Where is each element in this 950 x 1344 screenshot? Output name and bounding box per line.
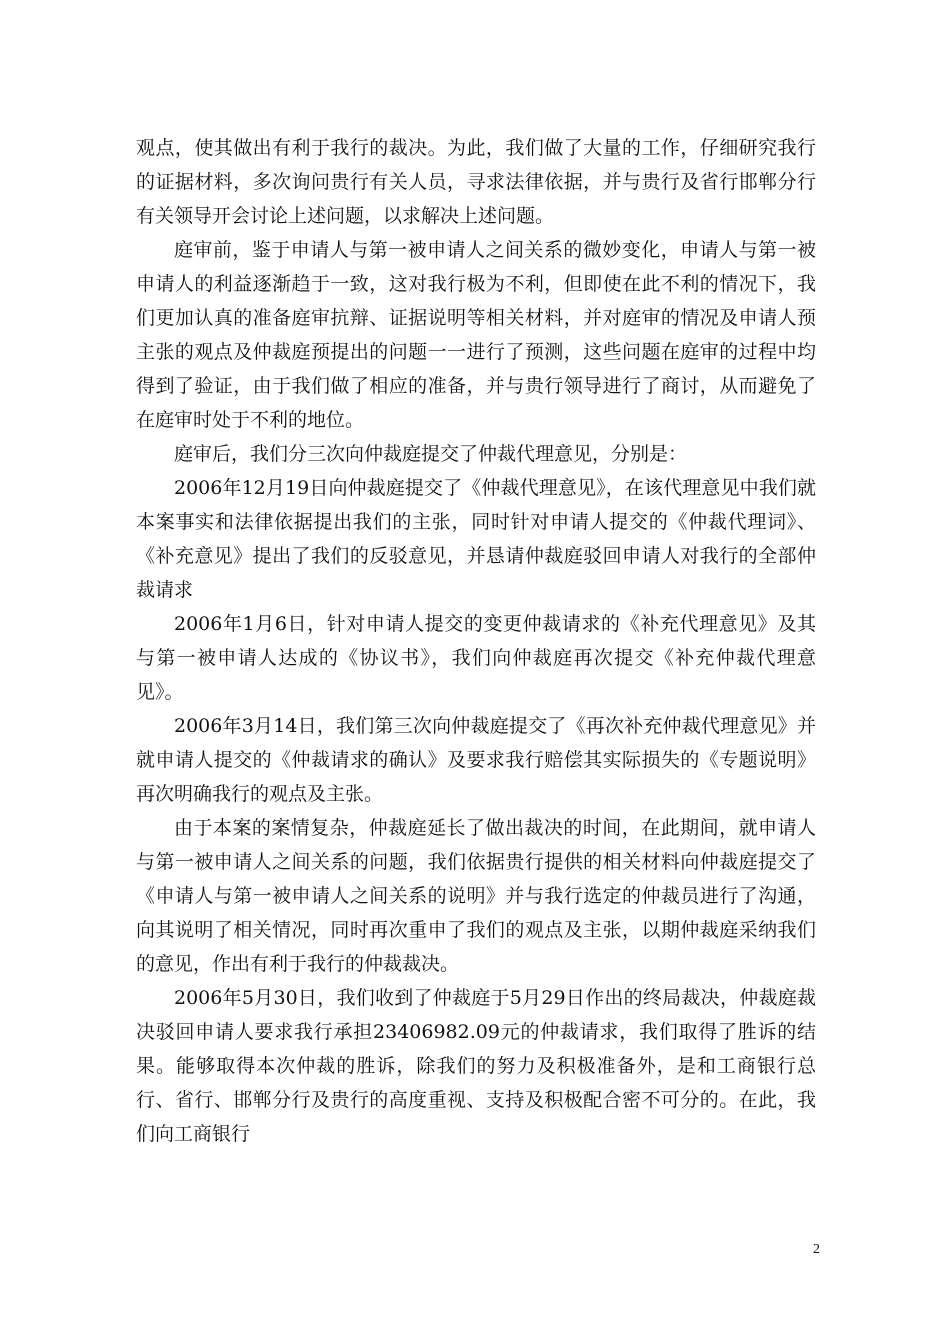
paragraph-extension: 由于本案的案情复杂，仲裁庭延长了做出裁决的时间，在此期间，就申请人与第一被申请人之间关系的问题，我们依据贵行提供的相关材料向仲裁庭提交了《申请人与第一被申请人之间关系的说明》并与我行选定的仲裁员进行了沟通，向其说明了相关情况，同时再次重申了我们的观点及主张，以期仲裁庭采纳我们的意见，作出有利于我行的仲裁裁决。 [136, 817, 816, 975]
paragraph-opinion-1: 2006年12月19日向仲裁庭提交了《仲裁代理意见》，在该代理意见中我们就本案事实和法律依据提出我们的主张，同时针对申请人提交的《仲裁代理词》、《补充意见》提出了我们的反驳意见，并恳请仲裁庭驳回申请人对我行的全部仲裁请求 [136, 477, 816, 601]
page-number: 2 [813, 1242, 820, 1257]
paragraph-award: 2006年5月30日，我们收到了仲裁庭于5月29日作出的终局裁决，仲裁庭裁决驳回申请人要求我行承担23406982.09元的仲裁请求，我们取得了胜诉的结果。能够取得本次仲裁的胜诉，除我们的努力及积极准备外，是和工商银行总行、省行、邯郸分行及贵行的高度重视、支持及积极配合密不可分的。在此，我们向工商银行 [136, 987, 816, 1145]
paragraph-pre-trial: 庭审前，鉴于申请人与第一被申请人之间关系的微妙变化，申请人与第一被申请人的利益逐渐趋于一致，这对我行极为不利，但即使在此不利的情况下，我们更加认真的准备庭审抗辩、证据说明等相关材料，并对庭审的情况及申请人预主张的观点及仲裁庭预提出的问题一一进行了预测，这些问题在庭审的过程中均得到了验证，由于我们做了相应的准备，并与贵行领导进行了商讨，从而避免了在庭审时处于不利的地位。 [136, 239, 816, 431]
paragraph-continuation: 观点，使其做出有利于我行的裁决。为此，我们做了大量的工作，仔细研究我行的证据材料，多次询问贵行有关人员，寻求法律依据，并与贵行及省行邯郸分行有关领导开会讨论上述问题，以求解决上述问题。 [136, 137, 816, 227]
document-body [136, 131, 816, 1151]
paragraph-opinion-3: 2006年3月14日，我们第三次向仲裁庭提交了《再次补充仲裁代理意见》并就申请人提交的《仲裁请求的确认》及要求我行赔偿其实际损失的《专题说明》再次明确我行的观点及主张。 [136, 715, 816, 805]
paragraph-post-trial: 庭审后，我们分三次向仲裁庭提交了仲裁代理意见，分别是： [174, 443, 688, 465]
paragraph-opinion-2: 2006年1月6日，针对申请人提交的变更仲裁请求的《补充代理意见》及其与第一被申请人达成的《协议书》，我们向仲裁庭再次提交《补充仲裁代理意见》。 [136, 613, 816, 703]
